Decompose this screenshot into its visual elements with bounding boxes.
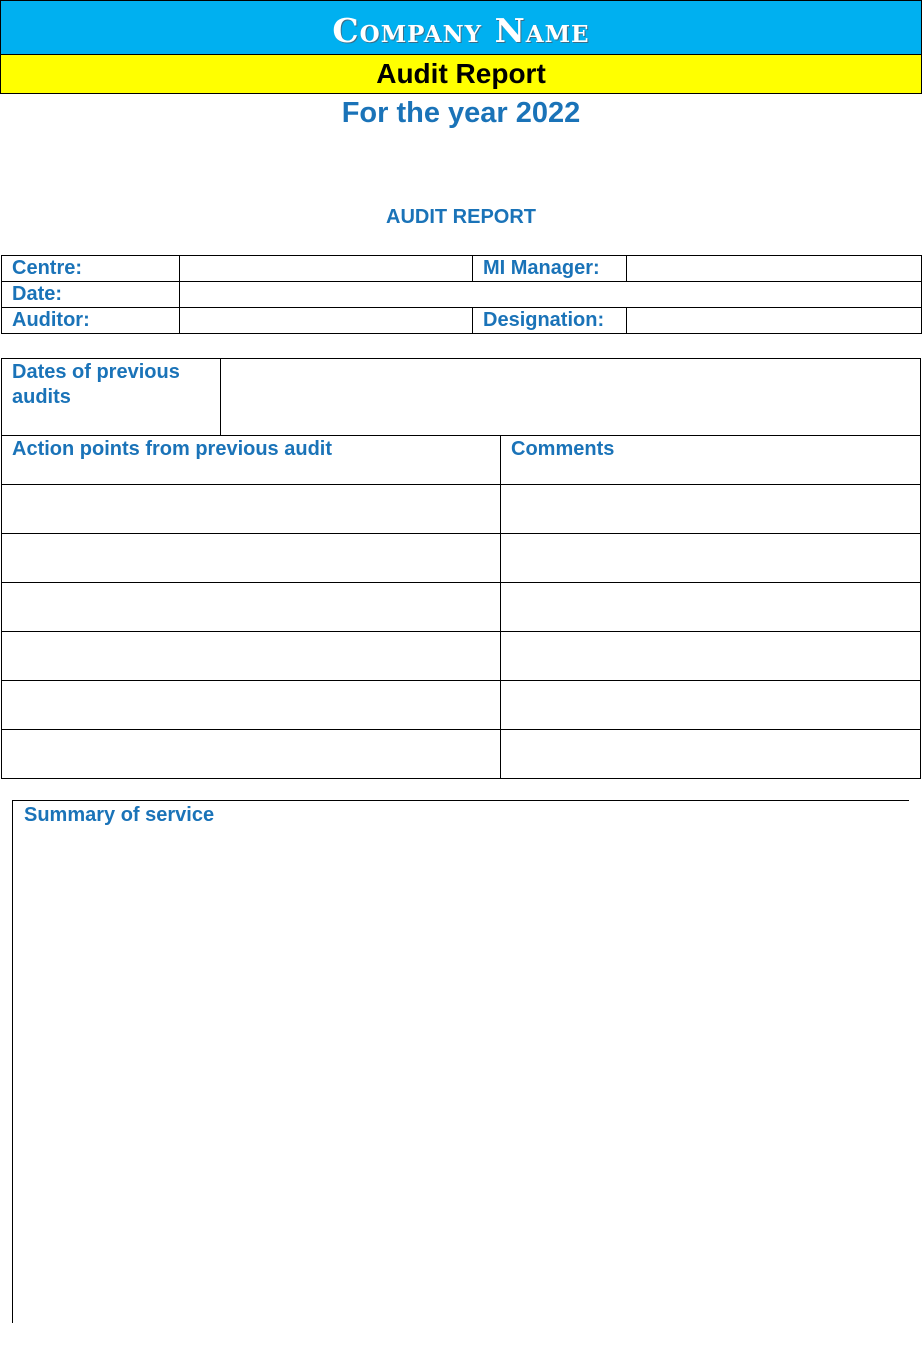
action-point-cell[interactable] [2, 681, 501, 730]
table-row [2, 534, 921, 583]
table-row [2, 730, 921, 779]
action-point-cell[interactable] [2, 583, 501, 632]
table-row [2, 485, 921, 534]
table-row [2, 436, 921, 485]
table-row [2, 308, 922, 334]
auditor-field[interactable] [180, 308, 473, 334]
designation-label: Designation: [473, 308, 627, 334]
table-row [2, 256, 922, 282]
summary-of-service-label: Summary of service [24, 804, 215, 826]
audit-info-table [1, 255, 922, 334]
designation-field[interactable] [627, 308, 922, 334]
action-points-header: Action points from previous audit [2, 436, 501, 485]
centre-field[interactable] [180, 256, 473, 282]
comment-cell[interactable] [501, 583, 921, 632]
report-title-banner [0, 54, 922, 94]
action-point-cell[interactable] [2, 632, 501, 681]
table-row [2, 632, 921, 681]
report-title: Audit Report [376, 58, 546, 89]
previous-audit-table [1, 358, 921, 779]
action-point-cell[interactable] [2, 485, 501, 534]
date-field[interactable] [180, 282, 922, 308]
company-name: Company Name [332, 11, 590, 50]
table-row [2, 583, 921, 632]
summary-of-service-box[interactable] [12, 800, 909, 1323]
table-row [2, 359, 921, 436]
comment-cell[interactable] [501, 632, 921, 681]
mi-manager-field[interactable] [627, 256, 922, 282]
dates-of-previous-audits-label: Dates of previous audits [2, 359, 221, 436]
comment-cell[interactable] [501, 681, 921, 730]
table-row [2, 681, 921, 730]
comment-cell[interactable] [501, 485, 921, 534]
mi-manager-label: MI Manager: [473, 256, 627, 282]
year-line: For the year 2022 [341, 97, 581, 129]
action-point-cell[interactable] [2, 730, 501, 779]
company-banner [0, 0, 922, 55]
centre-label: Centre: [2, 256, 180, 282]
comments-header: Comments [501, 436, 921, 485]
comment-cell[interactable] [501, 730, 921, 779]
date-label: Date: [2, 282, 180, 308]
table-row [2, 282, 922, 308]
comment-cell[interactable] [501, 534, 921, 583]
section-heading: AUDIT REPORT [386, 206, 536, 228]
dates-of-previous-audits-field[interactable] [221, 359, 921, 436]
auditor-label: Auditor: [2, 308, 180, 334]
action-point-cell[interactable] [2, 534, 501, 583]
